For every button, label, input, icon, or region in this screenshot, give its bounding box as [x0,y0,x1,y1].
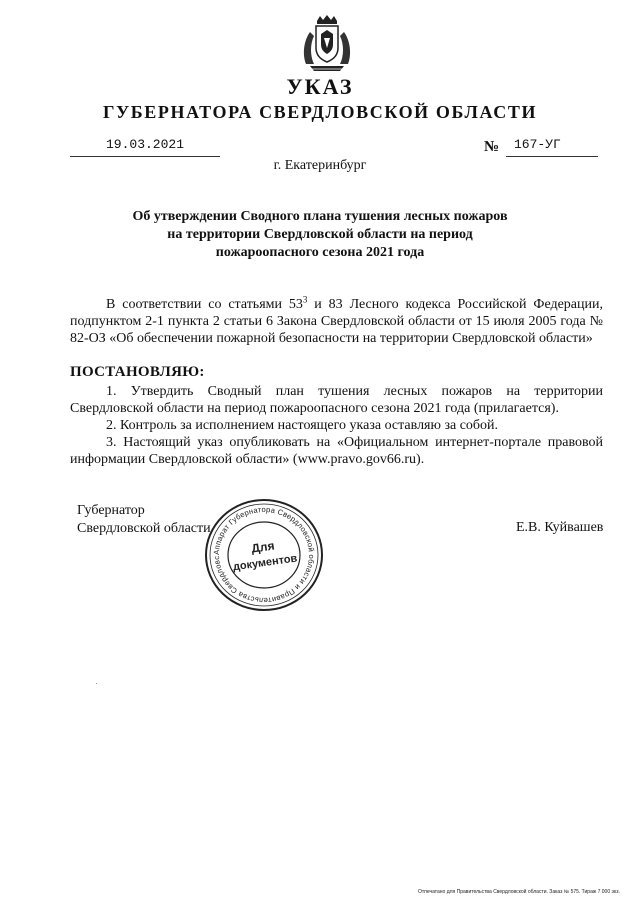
print-imprint-note: Отпечатано для Правительства Свердловской области. Заказ № 575. Тираж 7 000 экз. [418,889,620,895]
document-number: 167-УГ [506,137,598,157]
article-superscript: 3 [302,294,308,305]
title-line-3: пожароопасного сезона 2021 года [215,245,425,260]
official-seal-stamp [202,496,326,614]
decree-item-2: 2. Контроль за исполнением настоящего указа оставляю за собой. [106,418,499,433]
title-line-2: на территории Свердловской области на период [167,227,473,242]
position-line-2: Свердловской области [77,521,211,536]
document-title [80,208,560,262]
decree-item-3: 3. Настоящий указ опубликовать на «Официальном интернет-портале правовой информации Свердловской области» (www.pravo.gov66.ru). [70,435,603,467]
decree-item-1: 1. Утвердить Сводный план тушения лесных пожаров на территории Свердловской области на период пожароопасного сезона 2021 года (прилагается). [70,384,603,416]
seal-center-line-1: Для [250,538,276,556]
preamble-text-start: В соответствии со статьями 53 [106,297,303,312]
preamble-text-end: и 83 Лесного кодекса Российской Федерации, подпунктом 2-1 пункта 2 статьи 6 Закона Свердловской области от 15 июля 2005 года № 82-ОЗ «Об обеспечении пожарной безопасности на территории Свердловской области» [70,297,603,346]
decree-word: ПОСТАНОВЛЯЮ: [70,364,205,380]
document-type-heading: УКАЗ [286,74,354,99]
position-line-1: Губернатор [77,503,145,518]
title-line-1: Об утверждении Сводного плана тушения лесных пожаров [132,209,508,224]
scan-speck [96,683,97,684]
seal-ring-text: Аппарат Губернатора Свердловской области и Правительства Свердловс [211,504,317,606]
issue-city: г. Екатеринбург [273,158,367,173]
coat-of-arms-icon [300,14,354,74]
issuer-heading: ГУБЕРНАТОРА СВЕРДЛОВСКОЙ ОБЛАСТИ [102,102,538,122]
signatory-name: Е.В. Куйвашев [516,520,604,535]
seal-center-line-2: документов [232,552,299,574]
document-date: 19.03.2021 [70,137,220,157]
signatory-position [77,502,211,538]
number-sign: № [484,139,500,155]
preamble-paragraph [70,296,603,347]
